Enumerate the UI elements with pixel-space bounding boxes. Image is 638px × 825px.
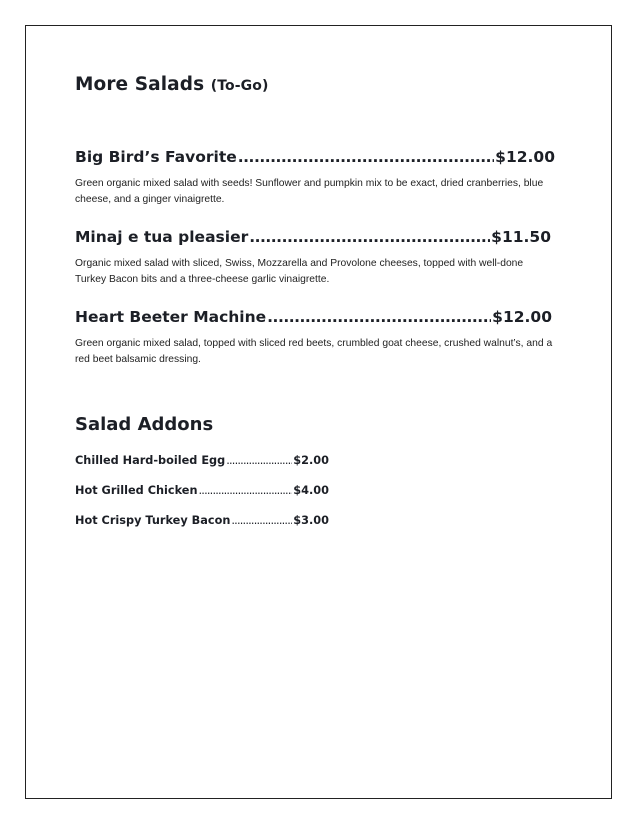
dot-leader	[267, 308, 491, 326]
dot-leader	[238, 148, 494, 166]
page-title	[75, 74, 269, 95]
page-title-text: More Salads	[75, 74, 205, 95]
salad-name: Minaj e tua pleasier	[75, 228, 249, 246]
salad-price: $11.50	[491, 228, 551, 246]
salad-item-header	[75, 148, 555, 166]
addon-item	[75, 514, 329, 527]
addon-price: $4.00	[293, 484, 329, 497]
salad-description: Green organic mixed salad with seeds! Sunflower and pumpkin mix to be exact, dried cranberries, blue cheese, and a ginger vinaigrette.	[75, 178, 544, 205]
addon-name: Hot Crispy Turkey Bacon	[75, 514, 231, 527]
addon-price: $3.00	[293, 514, 329, 527]
salad-item-header	[75, 308, 552, 326]
addon-item	[75, 484, 329, 497]
addon-item	[75, 454, 329, 467]
salad-item-minaj	[75, 228, 551, 288]
addons-title: Salad Addons	[75, 414, 214, 435]
addon-price: $2.00	[293, 454, 329, 467]
page-subtitle: (To-Go)	[210, 78, 269, 94]
dot-leader	[199, 484, 293, 497]
salad-description: Organic mixed salad with sliced, Swiss, Mozzarella and Provolone cheeses, topped with well-done Turkey Bacon bits and a three-cheese garlic vinaigrette.	[75, 258, 524, 285]
salad-item-heart-beeter	[75, 308, 552, 368]
salad-name: Heart Beeter Machine	[75, 308, 267, 326]
dot-leader	[226, 454, 292, 467]
salad-price: $12.00	[495, 148, 555, 166]
salad-item-big-bird	[75, 148, 555, 208]
salad-name: Big Bird’s Favorite	[75, 148, 237, 166]
dot-leader	[249, 228, 490, 246]
addon-name: Chilled Hard-boiled Egg	[75, 454, 226, 467]
addon-name: Hot Grilled Chicken	[75, 484, 198, 497]
salad-item-header	[75, 228, 551, 246]
salad-price: $12.00	[492, 308, 552, 326]
salad-description: Green organic mixed salad, topped with sliced red beets, crumbled goat cheese, crushed walnut’s, and a red beet balsamic dressing.	[75, 338, 553, 365]
page-border	[25, 25, 612, 799]
dot-leader	[231, 514, 292, 527]
